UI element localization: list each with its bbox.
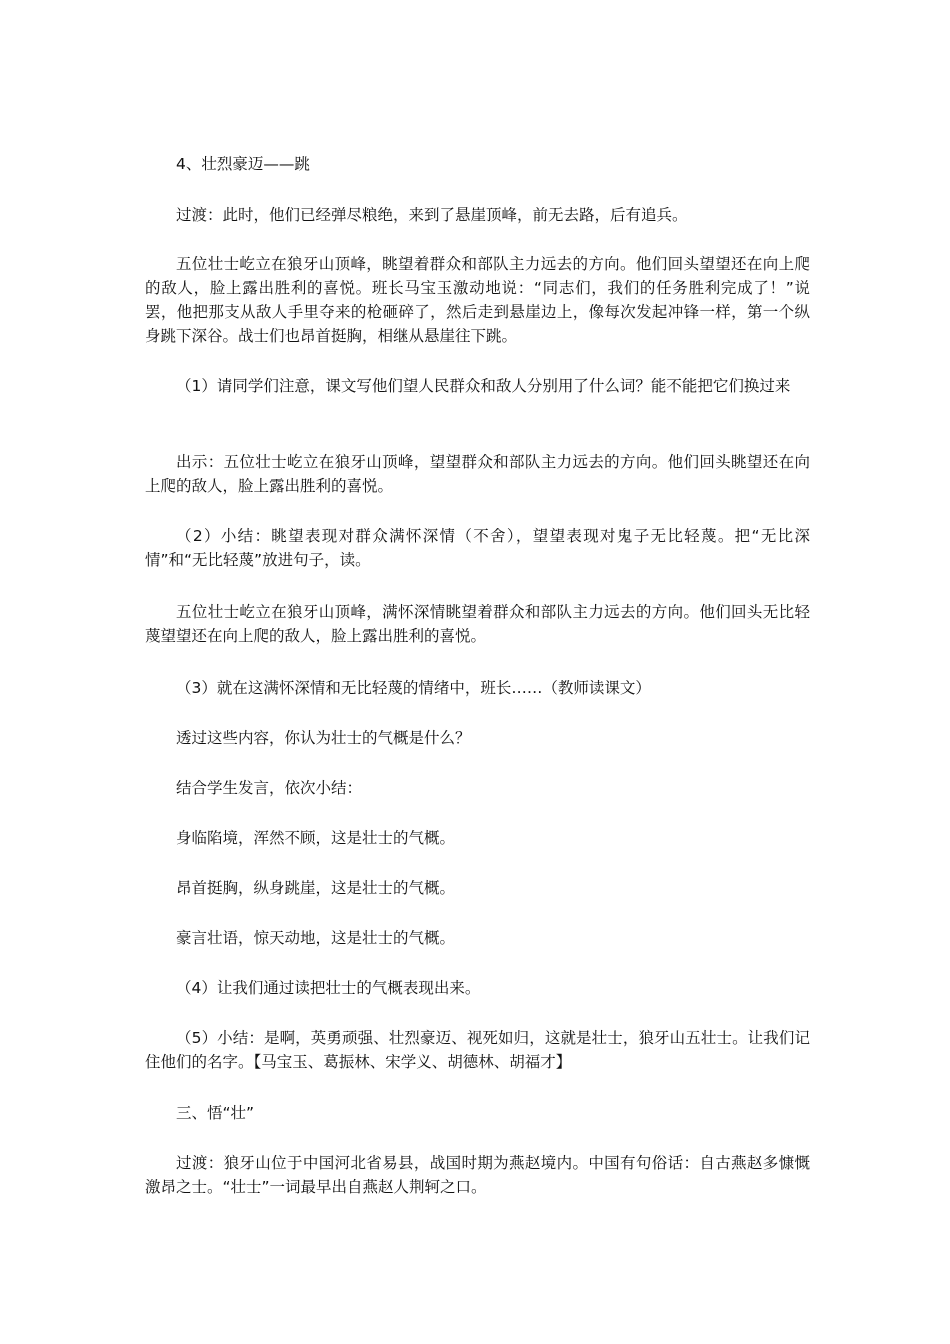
rewritten-sentence-paragraph: 五位壮士屹立在狼牙山顶峰，满怀深情眺望着群众和部队主力远去的方向。他们回头无比轻蔑望望还在向上爬的敌人，脸上露出胜利的喜悦。 <box>145 603 810 645</box>
summary-intro-paragraph: 结合学生发言，依次小结： <box>176 779 363 797</box>
text-excerpt-paragraph: 五位壮士屹立在狼牙山顶峰，眺望着群众和部队主力远去的方向。他们回头望望还在向上爬的敌人，脸上露出胜利的喜悦。班长马宝玉激动地说：“同志们，我们的任务胜利完成了！”说罢，他把那支从敌人手里夺来的枪砸碎了，然后走到悬崖边上，像每次发起冲锋一样，第一个纵身跳下深谷。战士们也昂首挺胸，相继从悬崖往下跳。 <box>145 255 810 345</box>
question-spirit-paragraph: 透过这些内容，你认为壮士的气概是什么？ <box>176 729 471 747</box>
summary-line-1: 身临陷境，浑然不顾，这是壮士的气概。 <box>176 829 456 847</box>
section-heading-jump: 4、壮烈豪迈——跳 <box>176 155 310 173</box>
summary-2-paragraph: （2）小结：眺望表现对群众满怀深情（不舍），望望表现对鬼子无比轻蔑。把“无比深情”和“无比轻蔑”放进句子，读。 <box>145 527 810 569</box>
item-4-paragraph: （4）让我们通过读把壮士的气概表现出来。 <box>176 979 481 997</box>
summary-line-2: 昂首挺胸，纵身跳崖，这是壮士的气概。 <box>176 879 456 897</box>
display-paragraph: 出示：五位壮士屹立在狼牙山顶峰，望望群众和部队主力远去的方向。他们回头眺望还在向上爬的敌人，脸上露出胜利的喜悦。 <box>145 453 810 495</box>
summary-5-paragraph: （5）小结：是啊，英勇顽强、壮烈豪迈、视死如归，这就是壮士，狼牙山五壮士。让我们记住他们的名字。【马宝玉、葛振林、宋学义、胡德林、胡福才】 <box>145 1029 810 1071</box>
transition-langya-paragraph: 过渡：狼牙山位于中国河北省易县，战国时期为燕赵境内。中国有句俗话：自古燕赵多慷慨激昂之士。“壮士”一词最早出自燕赵人荆轲之口。 <box>145 1154 810 1196</box>
section-heading-understand: 三、悟“壮” <box>176 1104 255 1122</box>
question-1-paragraph: （1）请同学们注意，课文写他们望人民群众和敌人分别用了什么词？能不能把它们换过来 <box>176 377 791 395</box>
summary-line-3: 豪言壮语，惊天动地，这是壮士的气概。 <box>176 929 456 947</box>
transition-paragraph: 过渡：此时，他们已经弹尽粮绝，来到了悬崖顶峰，前无去路，后有追兵。 <box>176 206 688 224</box>
item-3-paragraph: （3）就在这满怀深情和无比轻蔑的情绪中，班长……（教师读课文） <box>176 679 651 697</box>
